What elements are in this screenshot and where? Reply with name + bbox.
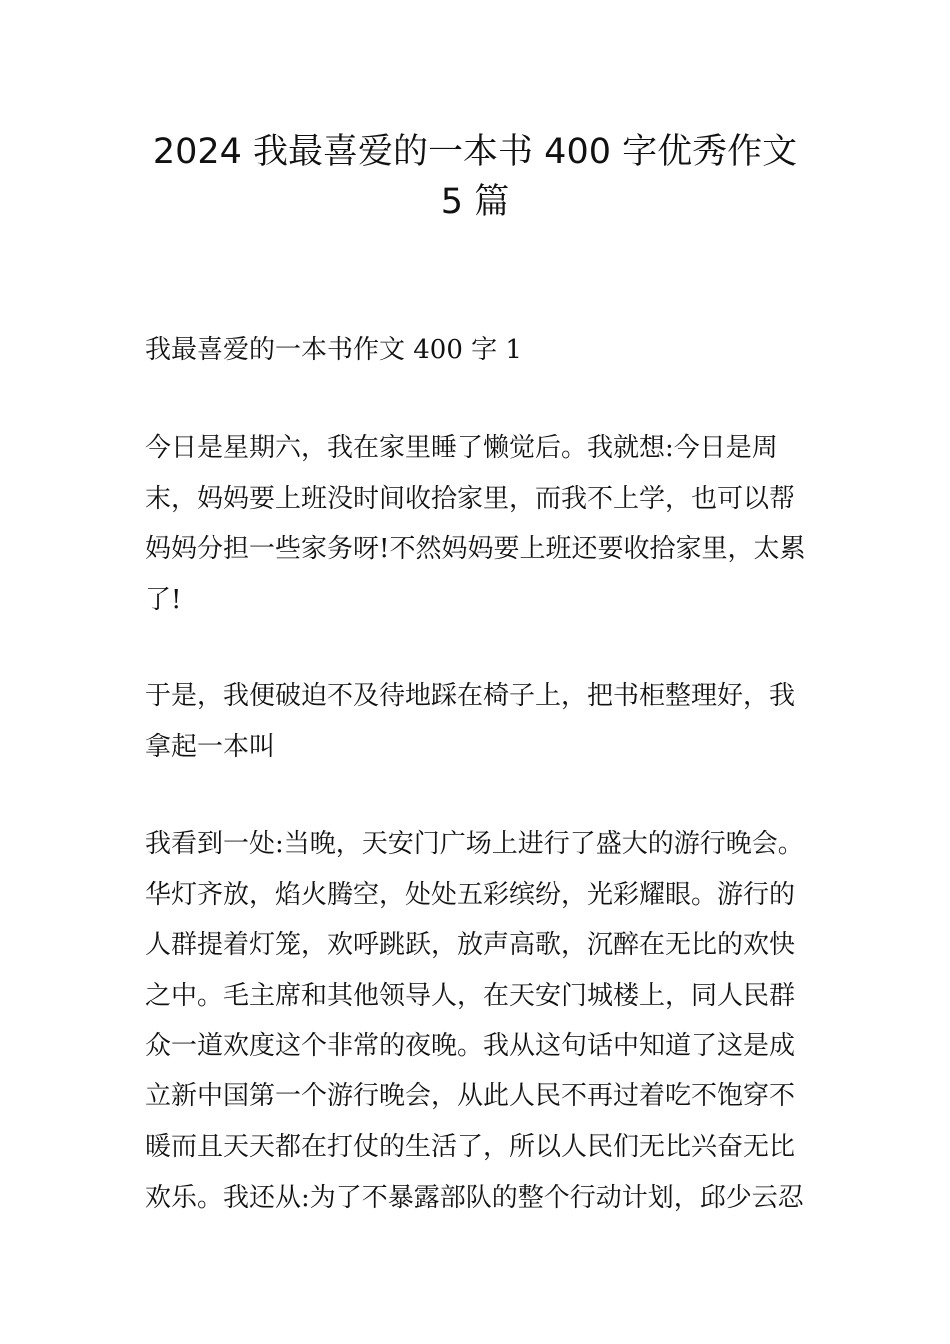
document-title-line-1: 2024 我最喜爱的一本书 400 字优秀作文 bbox=[152, 132, 798, 172]
paragraph-3-line: 我看到一处:当晚，天安门广场上进行了盛大的游行晚会。 bbox=[145, 829, 804, 859]
paragraph-3-line: 华灯齐放，焰火腾空，处处五彩缤纷，光彩耀眼。游行的 bbox=[145, 880, 796, 910]
paragraph-3-line: 众一道欢度这个非常的夜晚。我从这句话中知道了这是成 bbox=[145, 1031, 796, 1061]
paragraph-3-line: 人群提着灯笼，欢呼跳跃，放声高歌，沉醉在无比的欢快 bbox=[145, 930, 796, 960]
paragraph-1-line: 末，妈妈要上班没时间收拾家里，而我不上学，也可以帮 bbox=[145, 484, 796, 514]
paragraph-3-line: 暖而且天天都在打仗的生活了，所以人民们无比兴奋无比 bbox=[145, 1132, 796, 1162]
document-title-line-2: 5 篇 bbox=[440, 182, 510, 222]
paragraph-3-line: 欢乐。我还从:为了不暴露部队的整个行动计划，邱少云忍 bbox=[145, 1183, 804, 1213]
paragraph-1-line: 今日是星期六，我在家里睡了懒觉后。我就想:今日是周 bbox=[145, 433, 778, 463]
paragraph-1-line: 妈妈分担一些家务呀!不然妈妈要上班还要收拾家里，太累 bbox=[145, 534, 806, 564]
paragraph-3-line: 立新中国第一个游行晚会，从此人民不再过着吃不饱穿不 bbox=[145, 1081, 796, 1111]
essay-subtitle: 我最喜爱的一本书作文 400 字 1 bbox=[145, 335, 522, 365]
paragraph-1-line: 了! bbox=[145, 585, 182, 615]
paragraph-2-line: 于是，我便破迫不及待地踩在椅子上，把书柜整理好，我 bbox=[145, 681, 796, 711]
paragraph-2-line: 拿起一本叫 bbox=[145, 732, 276, 762]
paragraph-3-line: 之中。毛主席和其他领导人，在天安门城楼上，同人民群 bbox=[145, 981, 796, 1011]
